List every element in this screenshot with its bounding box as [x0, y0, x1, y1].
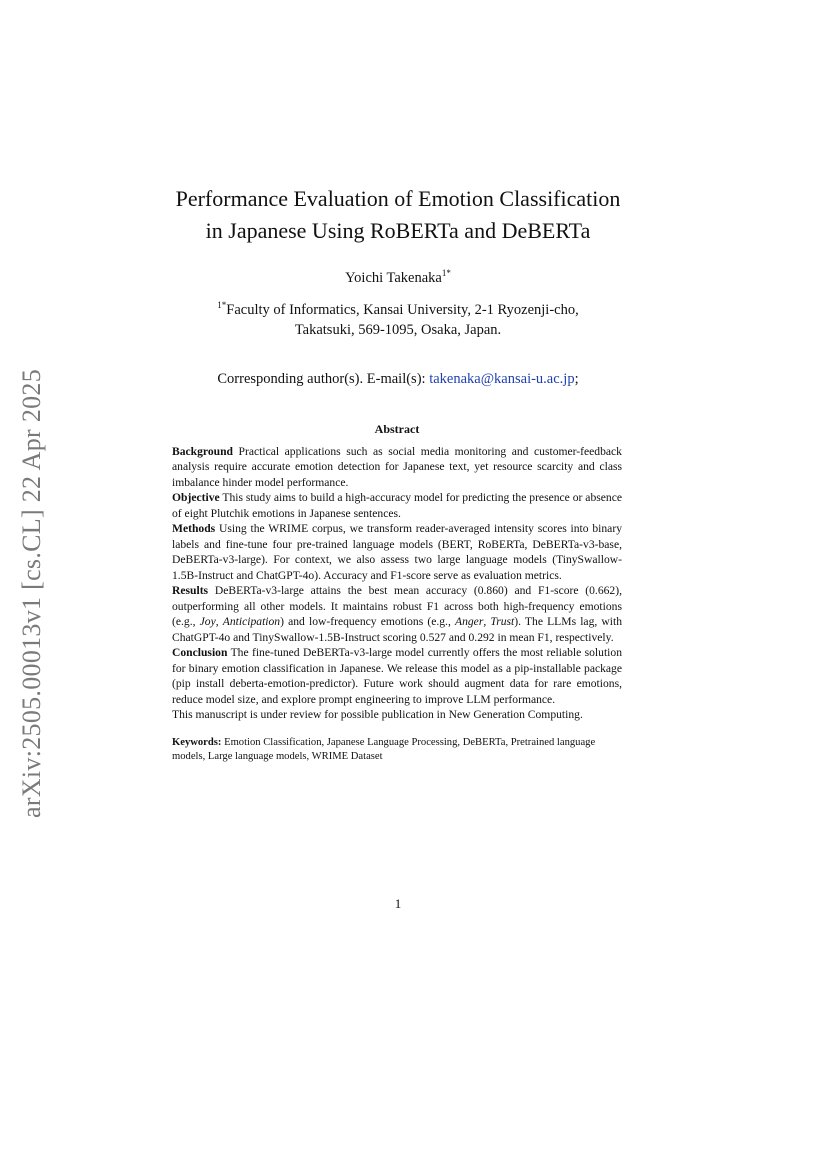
methods-text: Using the WRIME corpus, we transform reader-averaged intensity scores into binary labels and fine-tune four pre-trained language models (BERT, RoBERTa, DeBERTa-v3-base, DeBERTa-v3-large). For context, we also assess two large language models (TinySwallow-1.5B-Instruct and ChatGPT-4o). Accuracy and F1-score serve as evaluation metrics.: [172, 522, 622, 582]
author-line: [120, 270, 676, 287]
results-label: Results: [172, 584, 209, 597]
abstract-conclusion: [172, 645, 622, 707]
email-link[interactable]: takenaka@kansai-u.ac.jp: [429, 371, 575, 387]
background-label: Background: [172, 444, 233, 458]
affiliation: [120, 300, 676, 340]
paper-title: [120, 183, 676, 247]
results-trust: Trust: [490, 615, 515, 628]
abstract-background: [172, 444, 622, 491]
results-text-c: ). The LLMs lag, with ChatGPT-4o and TinySwallow-1.5B-Instruct scoring 0.527 and 0.292 in mean F1, respectively.: [172, 615, 623, 644]
abstract-section: [172, 422, 622, 764]
keywords-text: Emotion Classification, Japanese Language Processing, DeBERTa, Pretrained language models, Large language models, WRIME Dataset: [172, 736, 596, 762]
correspondence-line: [120, 371, 676, 388]
abstract-heading: Abstract: [374, 422, 420, 436]
title-line-1: Performance Evaluation of Emotion Classification: [175, 186, 621, 211]
page-number: 1: [394, 896, 402, 911]
abstract-methods: [172, 521, 622, 583]
affiliation-line-1: [120, 300, 676, 320]
review-note: This manuscript is under review for possible publication in New Generation Computing.: [172, 708, 583, 721]
affiliation-marker: 1*: [217, 300, 227, 311]
correspondence-suffix: ;: [574, 371, 579, 387]
affiliation-text-1: Faculty of Informatics, Kansai University, 2-1 Ryozenji-cho,: [226, 302, 579, 318]
background-text: Practical applications such as social media monitoring and customer-feedback analysis require accurate emotion detection for Japanese text, yet resource scarcity and class imbalance hinder model performance.: [172, 444, 622, 489]
results-text-a: DeBERTa-v3-large attains the best mean accuracy (0.860) and F1-score (0.662), outperforming all other models. It maintains robust F1 across both high-frequency emotions (e.g.,: [172, 584, 622, 628]
correspondence-prefix: Corresponding author(s). E-mail(s):: [217, 371, 430, 387]
author-marker: 1*: [441, 268, 451, 279]
results-sep-1: ,: [215, 615, 223, 628]
results-anger: Anger: [455, 615, 484, 628]
methods-label: Methods: [172, 522, 216, 535]
keywords-label: Keywords:: [172, 736, 222, 748]
conclusion-text: The fine-tuned DeBERTa-v3-large model currently offers the most reliable solution for binary emotion classification in Japanese. We release this model as a pip-installable package (pip install deberta-emotion-predictor). Future work should augment data for rare emotions, reduce model size, and explore prompt engineering to improve LLM performance.: [172, 646, 622, 706]
arxiv-identifier-stamp: arXiv:2505.00013v1 [cs.CL] 22 Apr 2025: [17, 368, 46, 818]
objective-label: Objective: [172, 491, 220, 504]
author-name: Yoichi Takenaka: [345, 270, 442, 286]
objective-text: This study aims to build a high-accuracy model for predicting the presence or absence of eight Plutchik emotions in Japanese sentences.: [172, 491, 622, 520]
title-line-2: in Japanese Using RoBERTa and DeBERTa: [205, 218, 591, 243]
keywords-section: [172, 736, 622, 764]
results-joy: Joy: [199, 615, 216, 628]
abstract-results: [172, 583, 622, 645]
affiliation-line-2: Takatsuki, 569-1095, Osaka, Japan.: [294, 322, 502, 338]
results-sep-2: ,: [483, 615, 491, 628]
conclusion-label: Conclusion: [172, 646, 228, 659]
abstract-objective: [172, 490, 622, 521]
results-text-b: ) and low-frequency emotions (e.g.,: [280, 615, 455, 628]
results-anticipation: Anticipation: [222, 615, 281, 628]
